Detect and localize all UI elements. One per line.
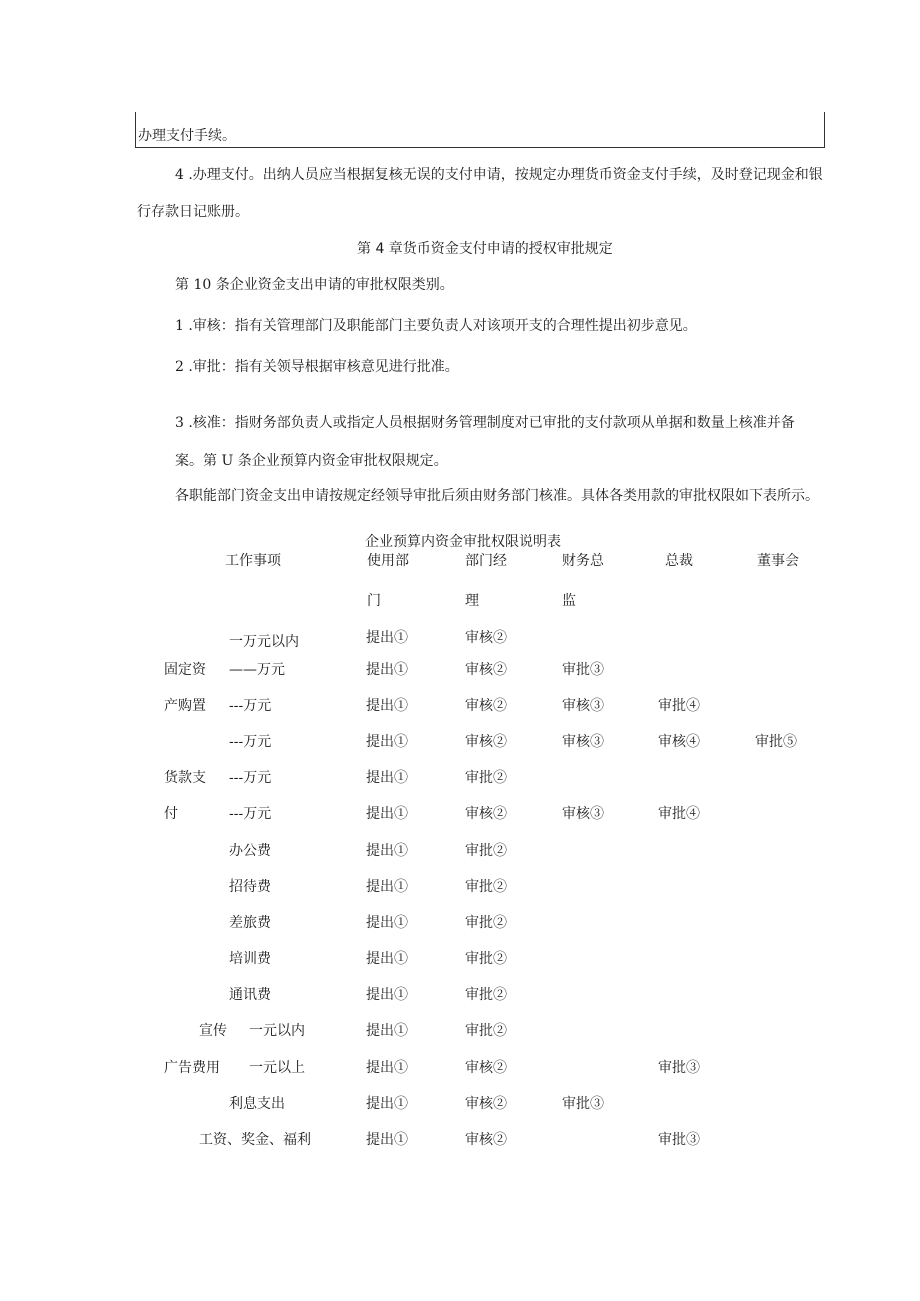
- row-manager: 审核②: [465, 806, 507, 822]
- header-dept-line1: 使用部: [367, 553, 409, 569]
- row-manager: 审批②: [465, 915, 507, 931]
- row-dept: 提出①: [366, 770, 408, 786]
- row-ceo: 审批③: [658, 1132, 700, 1148]
- row-sub-item: 培训费: [229, 951, 271, 967]
- row-manager: 审批②: [465, 770, 507, 786]
- row-sub-item: 一元以上: [249, 1060, 305, 1076]
- row-manager: 审核②: [465, 1060, 507, 1076]
- header-dept-line2: 门: [367, 593, 381, 609]
- item-1: 1 .审核：指有关管理部门及职能部门主要负责人对该项开支的合理性提出初步意见。: [175, 318, 697, 334]
- group-advertising-line1: 宣传: [199, 1023, 227, 1039]
- group-advertising-line2: 广告费用: [164, 1060, 220, 1076]
- article-10: 第 10 条企业资金支出申请的审批权限类别。: [175, 277, 454, 293]
- row-sub-item: 工资、奖金、福利: [199, 1132, 311, 1148]
- header-board: 董事会: [757, 553, 799, 569]
- item-3-line1: 3 .核准：指财务部负责人或指定人员根据财务管理制度对已审批的支付款项从单据和数量上核准并备: [175, 415, 795, 431]
- row-manager: 审核②: [465, 1096, 507, 1112]
- row-dept: 提出①: [366, 879, 408, 895]
- row-cfo: 审核③: [562, 806, 604, 822]
- group-fixed-assets-line2: 产购置: [164, 698, 206, 714]
- header-ceo: 总裁: [665, 553, 693, 569]
- row-sub-item: 利息支出: [229, 1096, 285, 1112]
- row-dept: 提出①: [366, 662, 408, 678]
- row-dept: 提出①: [366, 1023, 408, 1039]
- row-dept: 提出①: [366, 915, 408, 931]
- row-sub-item: ——万元: [229, 662, 285, 678]
- row-dept: 提出①: [366, 734, 408, 750]
- row-cfo: 审批③: [562, 662, 604, 678]
- header-cfo-line1: 财务总: [562, 553, 604, 569]
- row-manager: 审批②: [465, 843, 507, 859]
- row-ceo: 审核④: [658, 734, 700, 750]
- group-loan-payment-line1: 货款支: [164, 770, 206, 786]
- table-title: 企业预算内资金审批权限说明表: [365, 534, 561, 550]
- row-sub-item: ---万元: [229, 770, 272, 786]
- header-manager-line2: 理: [465, 593, 479, 609]
- row-manager: 审核②: [465, 662, 507, 678]
- row-cfo: 审核③: [562, 734, 604, 750]
- row-board: 审批⑤: [755, 734, 797, 750]
- row-dept: 提出①: [366, 951, 408, 967]
- row-dept: 提出①: [366, 1132, 408, 1148]
- row-cfo: 审批③: [562, 1096, 604, 1112]
- row-manager: 审批②: [465, 951, 507, 967]
- row-manager: 审批②: [465, 879, 507, 895]
- boxed-text: 办理支付手续。: [138, 128, 236, 144]
- item-2: 2 .审批：指有关领导根据审核意见进行批准。: [175, 359, 459, 375]
- header-manager-line1: 部门经: [465, 553, 507, 569]
- row-cfo: 审核③: [562, 698, 604, 714]
- row-sub-item: 一元以内: [249, 1023, 305, 1039]
- row-dept: 提出①: [366, 843, 408, 859]
- boxed-text-fragment: [135, 112, 825, 148]
- row-sub-item: 一万元以内: [229, 634, 299, 650]
- row-sub-item: 差旅费: [229, 915, 271, 931]
- row-ceo: 审批④: [658, 698, 700, 714]
- row-dept: 提出①: [366, 630, 408, 646]
- row-ceo: 审批④: [658, 806, 700, 822]
- row-dept: 提出①: [366, 1096, 408, 1112]
- paragraph-4-line1: 4 .办理支付。出纳人员应当根据复核无误的支付申请，按规定办理货币资金支付手续，及时登记现金和银: [175, 167, 823, 183]
- header-work-item: 工作事项: [225, 553, 281, 569]
- row-sub-item: ---万元: [229, 806, 272, 822]
- row-manager: 审核②: [465, 630, 507, 646]
- row-manager: 审批②: [465, 987, 507, 1003]
- row-dept: 提出①: [366, 1060, 408, 1076]
- row-manager: 审批②: [465, 1023, 507, 1039]
- row-sub-item: 招待费: [229, 879, 271, 895]
- row-dept: 提出①: [366, 806, 408, 822]
- group-loan-payment-line2: 付: [164, 806, 178, 822]
- header-cfo-line2: 监: [562, 593, 576, 609]
- row-dept: 提出①: [366, 987, 408, 1003]
- intro-paragraph: 各职能部门资金支出申请按规定经领导审批后须由财务部门核准。具体各类用款的审批权限如下表所示。: [175, 488, 819, 504]
- row-sub-item: 办公费: [229, 843, 271, 859]
- group-fixed-assets-line1: 固定资: [164, 662, 206, 678]
- row-dept: 提出①: [366, 698, 408, 714]
- paragraph-4-line2: 行存款日记账册。: [137, 204, 249, 220]
- row-manager: 审核②: [465, 698, 507, 714]
- row-sub-item: ---万元: [229, 698, 272, 714]
- row-ceo: 审批③: [658, 1060, 700, 1076]
- row-sub-item: ---万元: [229, 734, 272, 750]
- row-sub-item: 通讯费: [229, 987, 271, 1003]
- chapter-title: 第 4 章货币资金支付申请的授权审批规定: [357, 241, 613, 257]
- item-3-line2: 案。第 U 条企业预算内资金审批权限规定。: [175, 453, 448, 469]
- row-manager: 审核②: [465, 1132, 507, 1148]
- row-manager: 审核②: [465, 734, 507, 750]
